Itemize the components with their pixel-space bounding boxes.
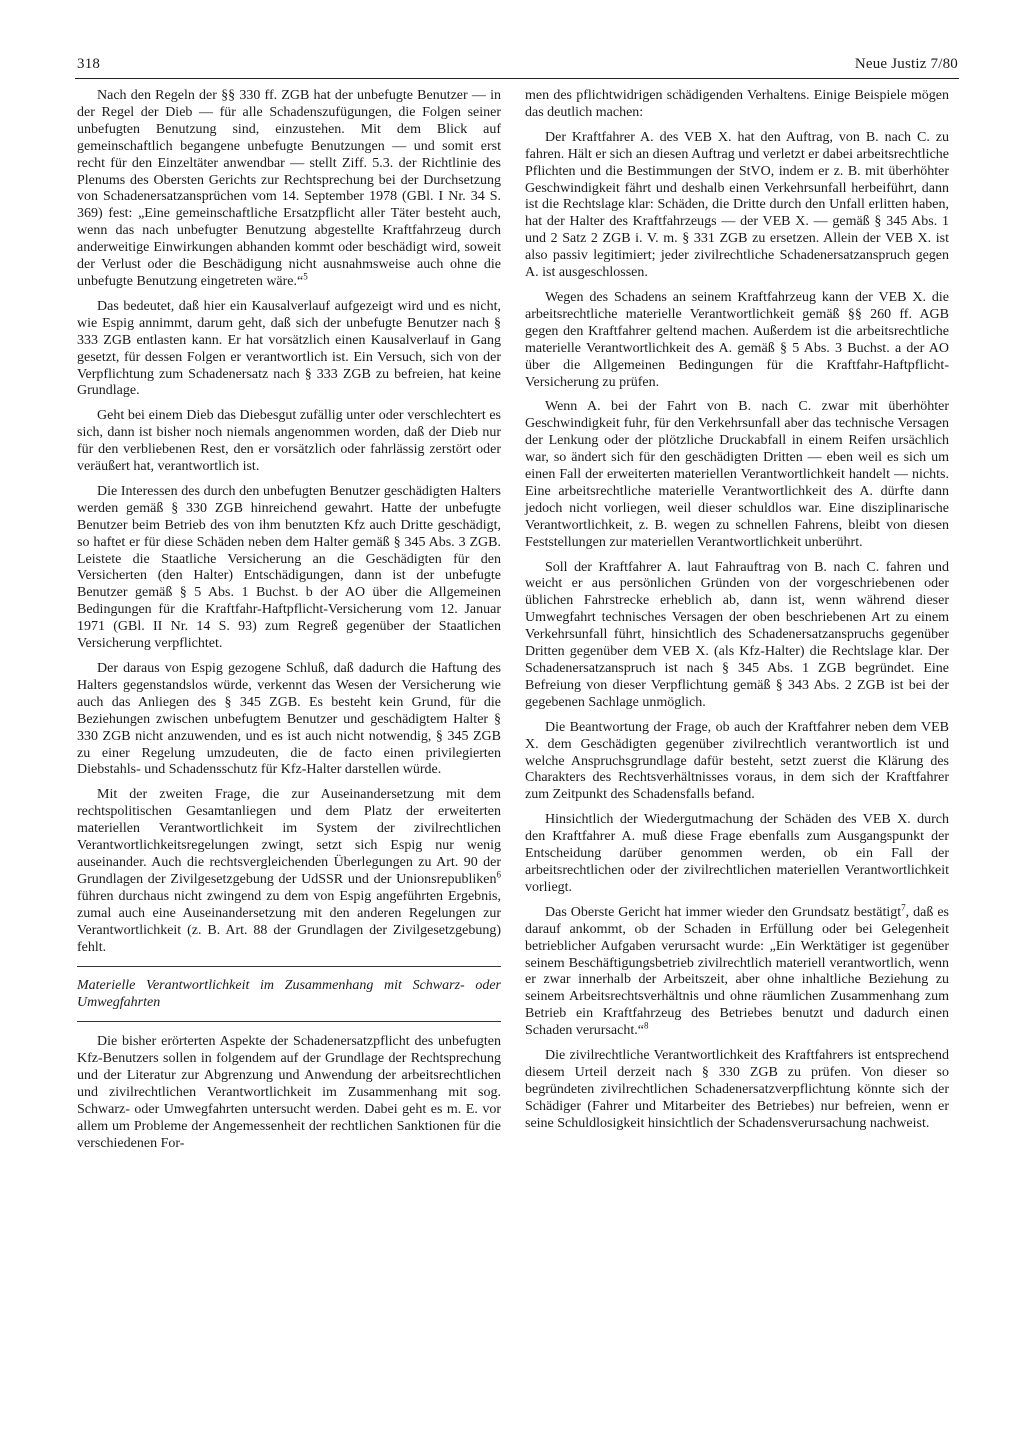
- paragraph: Mit der zweiten Frage, die zur Auseinandersetzung mit dem rechtspolitischen Gesamtanliegen und dem Platz der erweiterten materiellen Verantwortlichkeit im System der zivilrechtlichen Verantwortlichkeitsregelungen zwingt, setzt sich Espig nur wenig auseinander. Auch die rechtsvergleichenden Überlegungen zu Art. 90 der Grundlagen der Zivilgesetzgebung der UdSSR und der Unionsrepubliken$^6$ führen durchaus nicht zwingend zu dem von Espig angeführten Ergebnis, zumal auch eine Auseinandersetzung mit den anderen Regelungen zur Verantwortlichkeit (z. B. Art. 88 der Grundlagen der Zivilgesetzgebung) fehlt.: [77, 787, 501, 955]
- paragraph: Soll der Kraftfahrer A. laut Fahrauftrag von B. nach C. fahren und weicht er aus persönlichen Gründen von der vorgeschriebenen oder üblichen Fahrstrecke erheblich ab, dann ist, wenn während dieser Umwegfahrt technisches Versagen der oben beschriebenen Art zu einem Verkehrsunfall führt, hinsichtlich des Schadenersatzanspruchs gegenüber Dritten gegenüber dem VEB X. (als Kfz-Halter) die Rechtslage klar. Der Schadenersatzanspruch ist nach § 345 Abs. 1 ZGB begründet. Eine Befreiung von dieser Verpflichtung gemäß § 343 Abs. 2 ZGB ist bei der gegebenen Sachlage unmöglich.: [525, 559, 949, 710]
- journal-issue: Neue Justiz 7/80: [854, 56, 958, 72]
- paragraph: Wenn A. bei der Fahrt von B. nach C. zwar mit überhöhter Geschwindigkeit fuhr, für den Verkehrsunfall aber das technische Versagen der Lenkung oder der plötzliche Druckabfall in einem Reifen ursächlich war, so ändert sich für den geschädigten Dritten — eben weil es sich um einen Fall der erweiterten materiellen Verantwortlichkeit handelt — nichts. Eine arbeitsrechtliche materielle Verantwortlichkeit des A. dürfte dann jedoch nicht vorliegen, weil dieser schuldlos war. Eine disziplinarische Verantwortlichkeit, z. B. wegen zu schnellen Fahrens, bleibt von diesen Feststellungen zur materiellen Verantwortlichkeit unberührt.: [525, 399, 949, 550]
- paragraph: Geht bei einem Dieb das Diebesgut zufällig unter oder verschlechtert es sich, dann ist bisher noch niemals angenommen worden, daß der Dieb nur für den verbliebenen Rest, den er vorsätzlich oder fahrlässig zerstört oder veräußert hat, verantwortlich ist.: [77, 408, 501, 475]
- section-rule-top: [77, 966, 501, 967]
- footnote-ref: 7: [901, 902, 906, 913]
- paragraph: men des pflichtwidrigen schädigenden Verhaltens. Einige Beispiele mögen das deutlich machen:: [525, 88, 949, 120]
- paragraph: Der Kraftfahrer A. des VEB X. hat den Auftrag, von B. nach C. zu fahren. Hält er sich an diesen Auftrag und verletzt er dabei arbeitsrechtliche Pflichten und die Bestimmungen der StVO, indem er z. B. mit überhöhter Geschwindigkeit fährt und deshalb einen Verkehrsunfall herbeiführt, dann ist die Rechtslage klar: Schäden, die Dritte durch den Unfall erlitten haben, hat der Halter des Kraftfahrzeugs — der VEB X. — gemäß § 345 Abs. 1 und 2 Satz 2 ZGB i. V. m. § 331 ZGB zu ersetzen. Allein der VEB X. ist also passiv legitimiert; jeder zivilrechtliche Schadenersatzanspruch gegen A. ist ausgeschlossen.: [525, 129, 949, 281]
- paragraph: Die Beantwortung der Frage, ob auch der Kraftfahrer neben dem VEB X. dem Geschädigten gegenüber zivilrechtlich verantwortlich ist und welche Anspruchsgrundlage dafür besteht, setzt zuerst die Klärung des Charakters des Rechtsverhältnisses voraus, in dem sich der Kraftfahrer zum Zeitpunkt des Schadensfalls befand.: [525, 719, 949, 803]
- paragraph: Hinsichtlich der Wiedergutmachung der Schäden des VEB X. durch den Kraftfahrer A. muß diese Frage ebenfalls zum Ausgangspunkt der Entscheidung darüber genommen werden, ob ein Fall der arbeitsrechtlichen oder der zivilrechtlichen materiellen Verantwortlichkeit vorliegt.: [525, 812, 949, 895]
- footnote-ref: 5: [303, 271, 308, 282]
- paragraph: Wegen des Schadens an seinem Kraftfahrzeug kann der VEB X. die arbeitsrechtliche materielle Verantwortlichkeit gemäß §§ 260 ff. AGB gegen den Kraftfahrer geltend machen. Außerdem ist die arbeitsrechtliche materielle Verantwortlichkeit des A. gemäß § 5 Abs. 3 Buchst. a der AO über die Allgemeinen Bedingungen für die Kraftfahr-Haftpflicht-Versicherung zu prüfen.: [525, 289, 949, 390]
- paragraph: Die bisher erörterten Aspekte der Schadenersatzpflicht des unbefugten Kfz-Benutzers sollen in folgendem auf der Grundlage der Rechtsprechung und der Literatur zur Abgrenzung und Anwendung der arbeitsrechtlichen und zivilrechtlichen Verantwortlichkeit im Zusammenhang mit sog. Schwarz- oder Umwegfahrten untersucht werden. Dabei geht es m. E. vor allem um Probleme der Angemessenheit der rechtlichen Sanktionen für die verschiedenen For-: [77, 1034, 501, 1151]
- page-number: 318: [77, 56, 101, 72]
- footnote-ref: 8: [643, 1020, 649, 1031]
- section-rule-bottom: [77, 1021, 501, 1022]
- header-rule: [75, 78, 959, 79]
- paragraph: Die Interessen des durch den unbefugten Benutzer geschädigten Halters werden gemäß § 330 ZGB hinreichend gewahrt. Hatte der unbefugte Benutzer beim Betrieb des von ihm benutzten Kfz auch Dritte geschädigt, so haftet er für diese Schäden neben dem Halter gemäß § 345 Abs. 3 ZGB. Leistete die Staatliche Versicherung an die Geschädigten für den Versicherten (den Halter) Entschädigungen, dann ist der unbefugte Benutzer gemäß § 5 Abs. 1 Buchst. b der AO über die Allgemeinen Bedingungen für die Kraftfahr-Haftpflicht-Versicherung vom 12. Januar 1971 (GBl. II Nr. 14 S. 93) zum Regreß gegenüber der Staatlichen Versicherung verpflichtet.: [77, 483, 501, 652]
- section-heading: Materielle Verantwortlichkeit im Zusammenhang mit Schwarz- oder Umwegfahrten: [77, 978, 501, 1011]
- left-column: [77, 88, 501, 1161]
- paragraph: Nach den Regeln der §§ 330 ff. ZGB hat der unbefugte Benutzer — in der Regel der Dieb — für alle Schadenszufügungen, die Folgen seiner unbefugten Benutzung sind, einzustehen. Mit dem Blick auf gemeinschaftlich begangene unbefugte Benutzungen — und somit erst recht für den Einzeltäter anwendbar — stellt Ziff. 5.3. der Richtlinie des Plenums des Obersten Gerichts zur Rechtsprechung bei der Durchsetzung von Schadenersatzansprüchen vom 14. September 1978 (GBl. I Nr. 34 S. 369) fest: „Eine gemeinschaftliche Ersatzpflicht aller Täter besteht auch, wenn das nach unbefugter Benutzung abgestellte Kraftfahrzeug durch anderweitige Einwirkungen abhanden kommt oder beschädigt wird, soweit der Verlust oder die Beschädigung nicht ausnahmsweise auch ohne die unbefugte Benutzung eingetreten wäre.“$^5$: [77, 88, 501, 289]
- paragraph: Die zivilrechtliche Verantwortlichkeit des Kraftfahrers ist entsprechend diesem Urteil derzeit nach § 330 ZGB zu prüfen. Von dieser so begründeten zivilrechtlichen Schadenersatzverpflichtung könnte sich der Schädiger (Fahrer und Mitarbeiter des Betriebes) nur befreien, wenn er seine Schuldlosigkeit hinsichtlich der Schadensverursachung nachweist.: [525, 1048, 949, 1131]
- paragraph: Das Oberste Gericht hat immer wieder den Grundsatz bestätigt$^7$, daß es darauf ankommt, ob der Schaden in Erfüllung oder bei Gelegenheit betrieblicher Aufgaben verursacht wurde: „Ein Werktätiger ist gegenüber seinem Beschäftigungsbetrieb zivilrechtlich materiell verantwortlich, wenn er zwar innerhalb der Arbeitszeit, aber ohne inhaltliche Beziehung zu seinem Arbeitsrechtsverhältnis und ohne räumlichen Zusammenhang zum Betrieb ein Kraftfahrzeug des Betriebes benutzt und dadurch einen Schaden verursacht.“$^8$: [525, 902, 949, 1039]
- paragraph: Der daraus von Espig gezogene Schluß, daß dadurch die Haftung des Halters gegenstandslos würde, verkennt das Wesen der Versicherung wie auch das Anliegen des § 345 ZGB. Es besteht kein Grund, für die Beziehungen zwischen unbefugtem Benutzer und geschädigtem Halter § 330 ZGB nicht anzuwenden, und es ist auch nicht notwendig, § 345 ZGB zu einer Regelung umzudeuten, die de facto einen privilegierten Diebstahls- und Schadensschutz für Kfz-Halter darstellen würde.: [77, 661, 501, 778]
- footnote-ref: 6: [496, 869, 501, 880]
- paragraph: Das bedeutet, daß hier ein Kausalverlauf aufgezeigt wird und es nicht, wie Espig annimmt, darum geht, daß sich der unbefugte Benutzer nach § 333 ZGB entlasten kann. Er hat vorsätzlich einen Kausalverlauf in Gang gesetzt, für dessen Folgen er verantwortlich ist. Ein Versuch, sich von der Verpflichtung zum Schadenersatz nach § 333 ZGB zu befreien, hat keine Grundlage.: [77, 298, 501, 399]
- right-column: [525, 88, 949, 1141]
